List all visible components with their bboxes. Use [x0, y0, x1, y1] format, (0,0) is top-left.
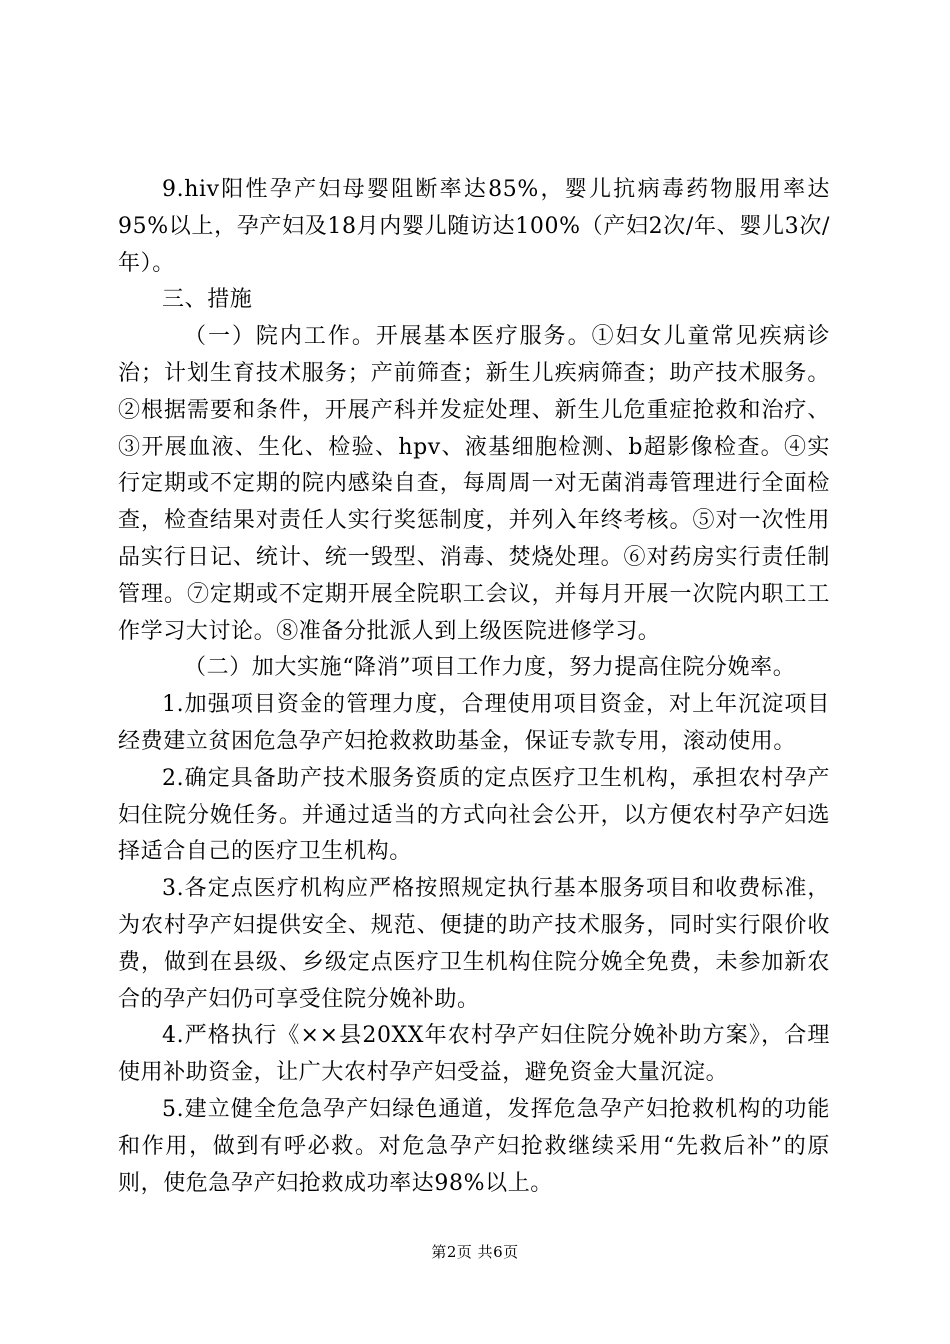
list-item-4: 4.严格执行《××县20XX年农村孕产妇住院分娩补助方案》，合理使用补助资金，让广大农村孕产妇受益，避免资金大量沉淀。	[118, 1023, 830, 1086]
paragraph-in-hospital-work: （一）院内工作。开展基本医疗服务。①妇女儿童常见疾病诊治；计划生育技术服务；产前筛查；新生儿疾病筛查；助产技术服务。②根据需要和条件，开展产科并发症处理、新生儿危重症抢救和治疗、③开展血液、生化、检验、hpv、液基细胞检测、b超影像检查。④实行定期或不定期的院内感染自查，每周周一对无菌消毒管理进行全面检查，检查结果对责任人实行奖惩制度，并列入年终考核。⑤对一次性用品实行日记、统计、统一毁型、消毒、焚烧处理。⑥对药房实行责任制管理。⑦定期或不定期开展全院职工会议，并每月开展一次院内职工工作学习大讨论。⑧准备分批派人到上级医院进修学习。	[118, 324, 830, 644]
document-body	[118, 172, 830, 1202]
paragraph-target-9: 9.hiv阳性孕产妇母婴阻断率达85%，婴儿抗病毒药物服用率达95%以上，孕产妇及18月内婴儿随访达100%（产妇2次/年、婴儿3次/年）。	[118, 177, 830, 276]
list-item-5: 5.建立健全危急孕产妇绿色通道，发挥危急孕产妇抢救机构的功能和作用，做到有呼必救。对危急孕产妇抢救继续采用“先救后补”的原则，使危急孕产妇抢救成功率达98%以上。	[118, 1096, 830, 1196]
list-item-2: 2.确定具备助产技术服务资质的定点医疗卫生机构，承担农村孕产妇住院分娩任务。并通过适当的方式向社会公开，以方便农村孕产妇选择适合自己的医疗卫生机构。	[118, 765, 830, 865]
section-heading-measures: 三、措施	[162, 287, 253, 313]
list-item-3: 3.各定点医疗机构应严格按照规定执行基本服务项目和收费标准，为农村孕产妇提供安全、规范、便捷的助产技术服务，同时实行限价收费，做到在县级、乡级定点医疗卫生机构住院分娩全免费，未参加新农合的孕产妇仍可享受住院分娩补助。	[118, 876, 830, 1012]
list-item-1: 1.加强项目资金的管理力度，合理使用项目资金，对上年沉淀项目经费建立贫困危急孕产妇抢救救助基金，保证专款专用，滚动使用。	[118, 692, 830, 754]
paragraph-jiangxiao-project: （二）加大实施“降消”项目工作力度，努力提高住院分娩率。	[184, 655, 796, 681]
page-number-footer: 第2页 共6页	[431, 1243, 519, 1261]
